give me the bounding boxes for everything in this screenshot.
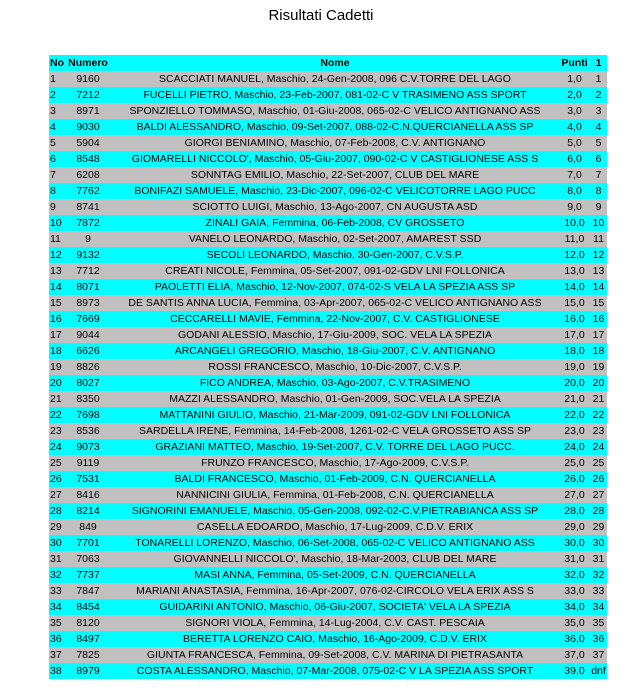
cell-numero: 6208 <box>76 169 100 181</box>
cell-nome: BALDI ALESSANDRO, Maschio, 09-Set-2007, 088-02-C.N.QUERCIANELLA ASS SP <box>136 121 534 133</box>
cell-race-1: 21 <box>592 393 605 405</box>
cell-punti: 18,0 <box>564 345 585 357</box>
cell-no: 11 <box>50 233 61 245</box>
cell-nome: BALDI FRANCESCO, Maschio, 01-Feb-2009, C.N. QUERCIANELLA <box>174 473 496 485</box>
cell-race-1: 24 <box>592 441 605 453</box>
cell-no: 22 <box>50 409 62 421</box>
cell-punti: 39,0 <box>564 665 585 677</box>
cell-numero: 7847 <box>76 585 100 597</box>
table-row <box>49 487 607 503</box>
cell-punti: 5,0 <box>567 137 582 149</box>
table-row <box>49 599 607 615</box>
cell-race-1: 37 <box>592 649 605 661</box>
cell-punti: 25,0 <box>564 457 585 469</box>
cell-no: 9 <box>50 201 56 213</box>
cell-no: 2 <box>50 89 56 101</box>
cell-no: 21 <box>50 393 62 405</box>
cell-numero: 7712 <box>76 265 100 277</box>
table-row <box>49 359 607 375</box>
cell-nome: SIGNORI VIOLA, Femmina, 14-Lug-2004, C.V. CAST. PESCAIA <box>185 617 485 629</box>
cell-race-1: 13 <box>592 265 605 277</box>
cell-nome: SCACCIATI MANUEL, Maschio, 24-Gen-2008, 096 C.V.TORRE DEL LAGO <box>159 73 511 85</box>
table-row <box>49 471 607 487</box>
table-row <box>49 567 607 583</box>
cell-numero: 849 <box>79 521 97 533</box>
header-race-1: 1 <box>595 57 602 69</box>
cell-numero: 9030 <box>76 121 100 133</box>
cell-punti: 7,0 <box>567 169 582 181</box>
cell-nome: DE SANTIS ANNA LUCIA, Femmina, 03-Apr-2007, 065-02-C VELICO ANTIGNANO ASS <box>128 297 542 309</box>
cell-punti: 15,0 <box>564 297 585 309</box>
cell-no: 33 <box>50 585 62 597</box>
cell-race-1: 17 <box>592 329 605 341</box>
cell-no: 10 <box>50 217 62 229</box>
cell-race-1: 3 <box>595 105 602 117</box>
table-row <box>49 71 607 87</box>
cell-punti: 6,0 <box>567 153 582 165</box>
cell-race-1: 7 <box>595 169 602 181</box>
cell-numero: 7669 <box>76 313 100 325</box>
table-row <box>49 327 607 343</box>
cell-no: 16 <box>50 313 62 325</box>
cell-nome: BERETTA LORENZO CAIO, Maschio, 16-Ago-2009, C.D.V. ERIX <box>182 633 488 645</box>
cell-race-1: dnf <box>591 665 606 677</box>
cell-nome: CREATI NICOLE, Femmina, 05-Set-2007, 091-02-GDV LNI FOLLONICA <box>165 265 505 277</box>
cell-no: 37 <box>50 649 62 661</box>
cell-numero: 9119 <box>76 457 100 469</box>
cell-race-1: 12 <box>592 249 605 261</box>
cell-no: 20 <box>50 377 62 389</box>
cell-no: 6 <box>50 153 56 165</box>
cell-punti: 33,0 <box>564 585 585 597</box>
cell-punti: 10,0 <box>564 217 585 229</box>
header-punti: Punti <box>561 57 588 69</box>
cell-punti: 16,0 <box>564 313 585 325</box>
cell-race-1: 8 <box>595 185 602 197</box>
cell-punti: 8,0 <box>567 185 582 197</box>
cell-numero: 8350 <box>76 393 100 405</box>
cell-punti: 21,0 <box>564 393 585 405</box>
cell-race-1: 35 <box>592 617 605 629</box>
cell-punti: 9,0 <box>567 201 582 213</box>
cell-race-1: 11 <box>593 233 604 245</box>
cell-punti: 17,0 <box>564 329 585 341</box>
table-row <box>49 551 607 567</box>
cell-nome: GUIDARINI ANTONIO, Maschio, 06-Giu-2007, SOCIETA' VELA LA SPEZIA <box>159 601 511 613</box>
cell-nome: FICO ANDREA, Maschio, 03-Ago-2007, C.V.TRASIMENO <box>199 377 471 389</box>
cell-numero: 9160 <box>76 73 100 85</box>
cell-race-1: 20 <box>592 377 605 389</box>
cell-nome: SPONZIELLO TOMMASO, Maschio, 01-Giu-2008, 065-02-C VELICO ANTIGNANO ASS <box>129 105 541 117</box>
cell-numero: 8536 <box>76 425 100 437</box>
cell-no: 13 <box>50 265 62 277</box>
cell-numero: 7212 <box>76 89 100 101</box>
cell-nome: MARIANI ANASTASIA, Femmina, 16-Apr-2007, 076-02-CIRCOLO VELA ERIX ASS S <box>136 585 534 597</box>
cell-nome: MATTANINI GIULIO, Maschio, 21-Mar-2009, 091-02-GDV LNI FOLLONICA <box>159 409 511 421</box>
cell-punti: 37,0 <box>564 649 585 661</box>
cell-punti: 19,0 <box>564 361 585 373</box>
page-title: Risultati Cadetti <box>268 7 374 24</box>
cell-punti: 36,0 <box>564 633 585 645</box>
cell-punti: 1,0 <box>567 73 582 85</box>
cell-nome: FUCELLI PIETRO, Maschio, 23-Feb-2007, 081-02-C V TRASIMENO ASS SPORT <box>143 89 527 101</box>
header-no: No <box>50 57 64 69</box>
cell-nome: CECCARELLI MAVIE, Femmina, 22-Nov-2007, C.V. CASTIGLIONESE <box>170 313 500 325</box>
cell-nome: PAOLETTI ELIA, Maschio, 12-Nov-2007, 074-02-S VELA LA SPEZIA ASS SP <box>154 281 516 293</box>
cell-race-1: 6 <box>595 153 602 165</box>
cell-nome: NANNICINI GIULIA, Femmina, 01-Feb-2008, C.N. QUERCIANELLA <box>176 489 494 501</box>
cell-numero: 8027 <box>76 377 100 389</box>
table-row <box>49 247 607 263</box>
cell-numero: 7063 <box>76 553 100 565</box>
cell-race-1: 32 <box>592 569 605 581</box>
table-row <box>49 279 607 295</box>
table-row <box>49 375 607 391</box>
cell-numero: 7762 <box>76 185 100 197</box>
cell-race-1: 26 <box>592 473 605 485</box>
cell-race-1: 34 <box>592 601 605 613</box>
cell-race-1: 36 <box>592 633 605 645</box>
cell-nome: FRUNZO FRANCESCO, Maschio, 17-Ago-2009, C.V.S.P. <box>201 457 469 469</box>
cell-nome: MASI ANNA, Femmina, 05-Set-2009, C.N. QUERCIANELLA <box>194 569 476 581</box>
table-row <box>49 151 607 167</box>
cell-race-1: 19 <box>592 361 605 373</box>
table-row <box>49 455 607 471</box>
cell-race-1: 4 <box>595 121 602 133</box>
table-row <box>49 423 607 439</box>
cell-numero: 8071 <box>76 281 100 293</box>
cell-no: 32 <box>50 569 62 581</box>
cell-race-1: 27 <box>592 489 605 501</box>
table-row <box>49 87 607 103</box>
cell-punti: 14,0 <box>564 281 585 293</box>
cell-no: 35 <box>50 617 62 629</box>
cell-no: 19 <box>50 361 62 373</box>
table-row <box>49 215 607 231</box>
cell-no: 18 <box>50 345 62 357</box>
cell-numero: 8454 <box>76 601 100 613</box>
cell-nome: GRAZIANI MATTEO, Maschio, 19-Set-2007, C.V. TORRE DEL LAGO PUCC. <box>155 441 515 453</box>
cell-race-1: 9 <box>595 201 602 213</box>
cell-punti: 4,0 <box>567 121 582 133</box>
cell-no: 12 <box>50 249 62 261</box>
cell-no: 27 <box>50 489 62 501</box>
table-row <box>49 343 607 359</box>
cell-numero: 8497 <box>76 633 100 645</box>
cell-no: 31 <box>50 553 62 565</box>
cell-punti: 24,0 <box>564 441 585 453</box>
cell-numero: 8741 <box>76 201 100 213</box>
cell-no: 7 <box>50 169 56 181</box>
cell-no: 8 <box>50 185 56 197</box>
cell-numero: 7825 <box>76 649 100 661</box>
table-row <box>49 199 607 215</box>
cell-race-1: 25 <box>592 457 605 469</box>
cell-punti: 12,0 <box>564 249 585 261</box>
table-row <box>49 631 607 647</box>
table-row <box>49 231 607 247</box>
cell-race-1: 14 <box>592 281 605 293</box>
results-table <box>49 55 607 679</box>
table-row <box>49 119 607 135</box>
cell-punti: 30,0 <box>564 537 585 549</box>
table-row <box>49 583 607 599</box>
cell-punti: 11,0 <box>564 233 585 245</box>
cell-nome: GIUNTA FRANCESCA, Femmina, 09-Set-2008, C.V. MARINA DI PIETRASANTA <box>146 649 524 661</box>
cell-nome: ROSSI FRANCESCO, Maschio, 10-Dic-2007, C.V.S.P. <box>208 361 462 373</box>
cell-punti: 3,0 <box>567 105 582 117</box>
cell-numero: 9044 <box>76 329 100 341</box>
table-row <box>49 311 607 327</box>
cell-punti: 32,0 <box>564 569 585 581</box>
cell-race-1: 18 <box>592 345 605 357</box>
cell-race-1: 30 <box>592 537 605 549</box>
cell-nome: GIOMARELLI NICCOLO', Maschio, 05-Giu-2007, 090-02-C V CASTIGLIONESE ASS S <box>131 153 539 165</box>
cell-nome: SECOLI LEONARDO, Maschio, 30-Gen-2007, C.V.S.P. <box>206 249 464 261</box>
cell-race-1: 5 <box>595 137 602 149</box>
cell-no: 1 <box>50 73 56 85</box>
cell-race-1: 28 <box>592 505 605 517</box>
table-row <box>49 167 607 183</box>
cell-nome: ARCANGELI GREGORIO, Maschio, 18-Giu-2007, C.V. ANTIGNANO <box>174 345 496 357</box>
results-body <box>49 71 607 679</box>
cell-punti: 2,0 <box>567 89 582 101</box>
cell-no: 14 <box>50 281 62 293</box>
cell-nome: GIORGI BENIAMINO, Maschio, 07-Feb-2008, C.V. ANTIGNANO <box>184 137 486 149</box>
table-row <box>49 103 607 119</box>
table-row <box>49 535 607 551</box>
cell-no: 25 <box>50 457 62 469</box>
cell-nome: TONARELLI LORENZO, Maschio, 06-Set-2008, 065-02-C VELICO ANTIGNANO ASS <box>135 537 535 549</box>
cell-no: 29 <box>50 521 62 533</box>
cell-race-1: 29 <box>592 521 605 533</box>
cell-no: 3 <box>50 105 56 117</box>
cell-nome: BONIFAZI SAMUELE, Maschio, 23-Dic-2007, 096-02-C VELICOTORRE LAGO PUCC <box>134 185 536 197</box>
table-row <box>49 135 607 151</box>
cell-nome: ZINALI GAIA, Femmina, 06-Feb-2008, CV GROSSETO <box>205 217 465 229</box>
cell-punti: 27,0 <box>564 489 585 501</box>
cell-no: 17 <box>50 329 62 341</box>
cell-race-1: 31 <box>592 553 605 565</box>
cell-numero: 8120 <box>76 617 100 629</box>
header-nome: Nome <box>320 57 350 69</box>
cell-numero: 8214 <box>76 505 100 517</box>
cell-numero: 8971 <box>76 105 100 117</box>
table-row <box>49 503 607 519</box>
cell-punti: 20,0 <box>564 377 585 389</box>
cell-punti: 29,0 <box>564 521 585 533</box>
cell-punti: 22,0 <box>564 409 585 421</box>
table-row <box>49 663 607 679</box>
cell-numero: 7737 <box>76 569 100 581</box>
cell-punti: 13,0 <box>564 265 585 277</box>
cell-race-1: 16 <box>592 313 605 325</box>
table-row <box>49 647 607 663</box>
cell-punti: 28,0 <box>564 505 585 517</box>
cell-race-1: 23 <box>592 425 605 437</box>
cell-nome: VANELO LEONARDO, Maschio, 02-Set-2007, AMAREST SSD <box>188 233 482 245</box>
cell-no: 26 <box>50 473 62 485</box>
cell-no: 34 <box>50 601 62 613</box>
cell-punti: 31,0 <box>564 553 585 565</box>
cell-punti: 35,0 <box>564 617 585 629</box>
cell-numero: 8826 <box>76 361 100 373</box>
table-row <box>49 183 607 199</box>
cell-numero: 7698 <box>76 409 100 421</box>
cell-numero: 7701 <box>76 537 100 549</box>
cell-numero: 9073 <box>76 441 100 453</box>
cell-race-1: 10 <box>592 217 605 229</box>
cell-no: 38 <box>50 665 62 677</box>
cell-numero: 8548 <box>76 153 100 165</box>
cell-numero: 7872 <box>76 217 100 229</box>
cell-numero: 8973 <box>76 297 100 309</box>
cell-race-1: 22 <box>592 409 605 421</box>
cell-numero: 8979 <box>76 665 100 677</box>
cell-nome: SIGNORINI EMANUELE, Maschio, 05-Gen-2008, 092-02-C.V.PIETRABIANCA ASS SP <box>131 505 539 517</box>
cell-numero: 9 <box>85 233 91 245</box>
cell-nome: GODANI ALESSIO, Maschio, 17-Giu-2009, SOC. VELA LA SPEZIA <box>178 329 492 341</box>
cell-nome: COSTA ALESSANDRO, Maschio, 07-Mar-2008, 075-02-C V LA SPEZIA ASS SPORT <box>136 665 534 677</box>
table-row <box>49 295 607 311</box>
cell-race-1: 2 <box>595 89 602 101</box>
table-row <box>49 263 607 279</box>
cell-no: 24 <box>50 441 62 453</box>
header-numero: Numero <box>68 57 108 69</box>
cell-punti: 23,0 <box>564 425 585 437</box>
cell-numero: 7531 <box>76 473 100 485</box>
table-row <box>49 615 607 631</box>
cell-punti: 26,0 <box>564 473 585 485</box>
table-row <box>49 391 607 407</box>
cell-numero: 9132 <box>76 249 100 261</box>
cell-no: 28 <box>50 505 62 517</box>
cell-no: 4 <box>50 121 56 133</box>
cell-race-1: 1 <box>595 73 602 85</box>
cell-race-1: 33 <box>592 585 605 597</box>
table-row <box>49 519 607 535</box>
cell-nome: SARDELLA IRENE, Femmina, 14-Feb-2008, 1261-02-C VELA GROSSETO ASS SP <box>139 425 531 437</box>
cell-punti: 34,0 <box>564 601 585 613</box>
cell-race-1: 15 <box>592 297 605 309</box>
cell-nome: CASELLA EDOARDO, Maschio, 17-Lug-2009, C.D.V. ERIX <box>196 521 474 533</box>
cell-nome: MAZZI ALESSANDRO, Maschio, 01-Gen-2009, SOC.VELA LA SPEZIA <box>169 393 501 405</box>
cell-no: 36 <box>50 633 62 645</box>
cell-numero: 8416 <box>76 489 100 501</box>
table-row <box>49 407 607 423</box>
cell-no: 30 <box>50 537 62 549</box>
cell-nome: SCIOTTO LUIGI, Maschio, 13-Ago-2007, CN AUGUSTA ASD <box>192 201 478 213</box>
header-row <box>49 55 607 71</box>
cell-no: 15 <box>50 297 62 309</box>
cell-numero: 5904 <box>76 137 100 149</box>
cell-nome: GIOVANNELLI NICCOLO', Maschio, 18-Mar-2003, CLUB DEL MARE <box>173 553 497 565</box>
cell-no: 5 <box>50 137 56 149</box>
cell-numero: 6626 <box>76 345 100 357</box>
table-row <box>49 439 607 455</box>
cell-no: 23 <box>50 425 62 437</box>
cell-nome: SONNTAG EMILIO, Maschio, 22-Set-2007, CLUB DEL MARE <box>190 169 480 181</box>
